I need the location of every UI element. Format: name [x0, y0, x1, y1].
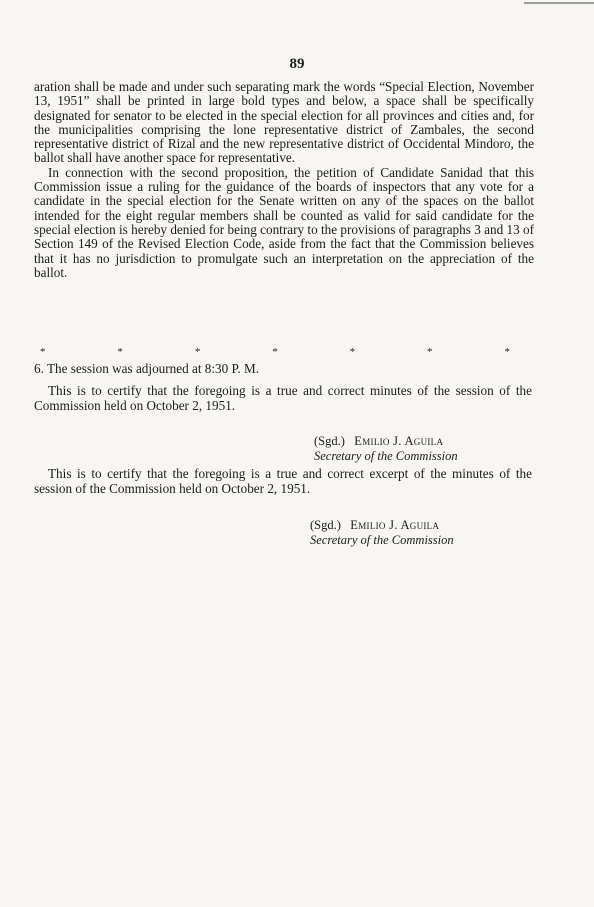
certification-paragraph-1: This is to certify that the foregoing is a true and correct minutes of the session of the Commission held on October 2, 1951.	[34, 383, 532, 413]
sgd-label: (Sgd.)	[314, 434, 345, 448]
signature-block-1	[314, 434, 458, 464]
scan-edge-mark	[524, 2, 594, 4]
signatory-name: Emilio J. Aguila	[350, 518, 440, 532]
separator-star: *	[427, 346, 433, 358]
continuation-paragraph: aration shall be made and under such separating mark the words “Special Election, November 13, 1951” shall be printed in large bold types and below, a space shall be specifically designated for senator to be elected in the special election for all provinces and cities and, for the municipalities comprising the lone representative district of Zambales, the second representative district of Rizal and the new representative district of Occidental Mindoro, the ballot shall have another space for representative.	[34, 79, 534, 166]
separator-star: *	[194, 346, 201, 358]
sgd-label: (Sgd.)	[310, 518, 341, 532]
certification-paragraph-2: This is to certify that the foregoing is a true and correct excerpt of the minutes of the session of the Commission held on October 2, 1951.	[34, 466, 532, 496]
separator-star: *	[504, 346, 510, 358]
page-number: 89	[289, 56, 305, 72]
body-text	[34, 80, 534, 280]
signatory-title: Secretary of the Commission	[314, 449, 458, 463]
separator-star: *	[349, 346, 356, 358]
signatory-title: Secretary of the Commission	[310, 533, 454, 547]
item-6-adjourned: 6. The session was adjourned at 8:30 P. M.	[34, 361, 260, 376]
signature-block-2	[310, 518, 454, 548]
separator-star: *	[40, 346, 46, 358]
separator-stars	[40, 346, 510, 358]
signatory-name: Emilio J. Aguila	[354, 434, 444, 448]
separator-star: *	[117, 346, 123, 358]
second-proposition-paragraph: In connection with the second proposition, the petition of Candidate Sanidad that this Commission issue a ruling for the guidance of the boards of inspectors that any vote for a candidate in the special election for the Senate written on any of the spaces on the ballot intended for the eight regular members shall be counted as valid for said candidate for the special election is hereby denied for being contrary to the provisions of paragraphs 3 and 13 of Section 149 of the Revised Election Code, aside from the fact that the Commission believes that it has no jurisdiction to promulgate such an interpretation on the appreciation of the ballot.	[34, 164, 534, 280]
separator-star: *	[272, 346, 278, 358]
